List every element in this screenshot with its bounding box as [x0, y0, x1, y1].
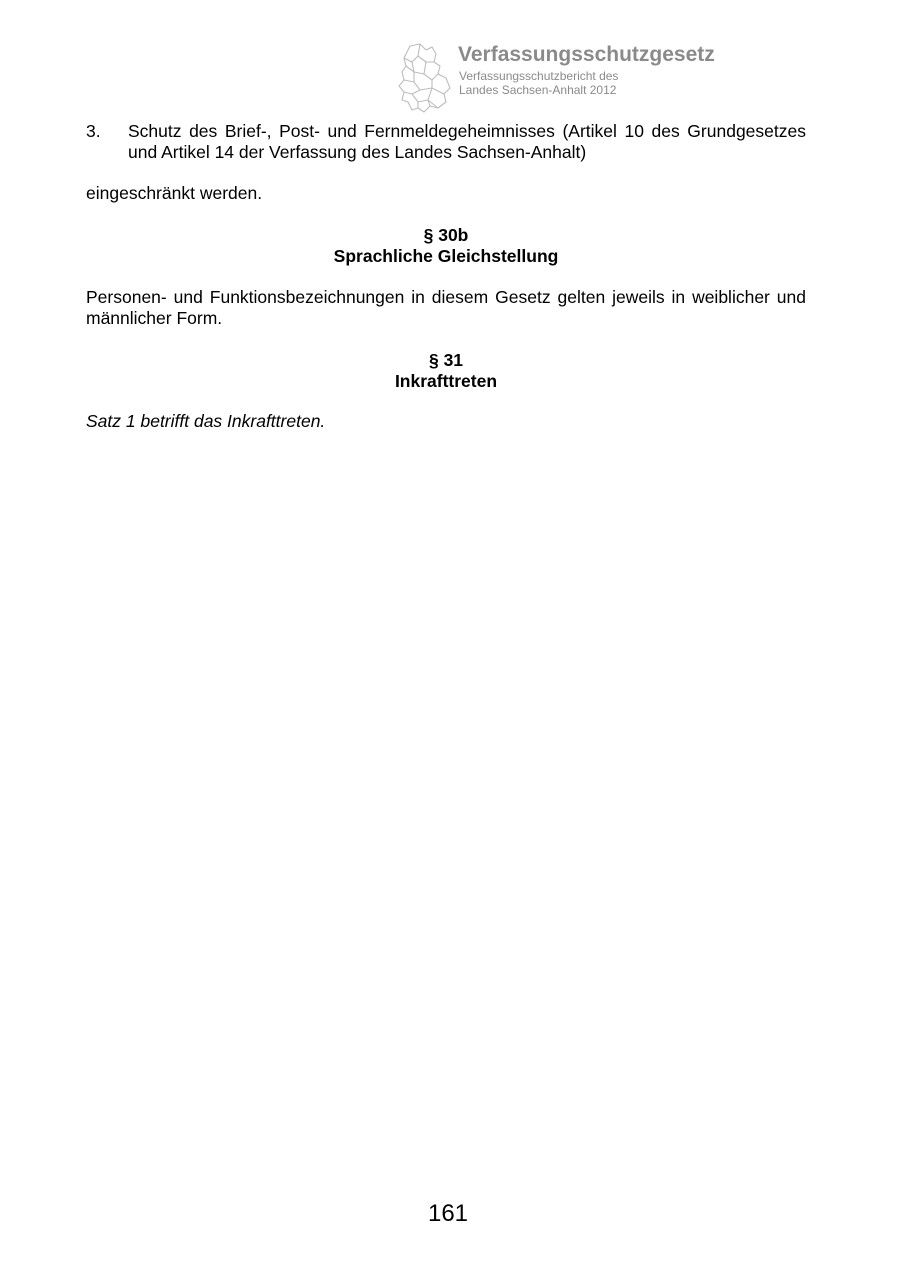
section-31-number: § 31	[428, 350, 464, 370]
section-31-text: Satz 1 betrifft das Inkrafttreten.	[86, 411, 326, 431]
paragraph-restricted: eingeschränkt werden.	[86, 183, 263, 203]
section-30b-text: Personen- und Funktionsbezeichnungen in diesem Gesetz gelten jeweils in weiblicher und männlicher Form.	[86, 287, 806, 328]
header-subtitle-line1: Verfassungsschutzbericht des	[459, 69, 619, 83]
sachsen-anhalt-map-icon	[396, 42, 454, 114]
list-item-text: Schutz des Brief-, Post- und Fernmeldegeheimnisses (Artikel 10 des Grundgesetzes und Artikel 14 der Verfassung des Landes Sachsen-Anhalt)	[128, 121, 806, 162]
page-number: 161	[427, 1200, 469, 1227]
header-title: Verfassungsschutzgesetz	[458, 43, 715, 66]
page-header	[396, 42, 796, 114]
header-subtitle-line2: Landes Sachsen-Anhalt 2012	[459, 83, 617, 97]
section-30b-heading	[86, 225, 806, 267]
section-31-title: Inkrafttreten	[394, 371, 498, 391]
list-item-number: 3.	[86, 121, 101, 141]
section-31-heading	[86, 350, 806, 392]
section-30b-number: § 30b	[423, 225, 469, 245]
section-30b-title: Sprachliche Gleichstellung	[333, 246, 559, 266]
